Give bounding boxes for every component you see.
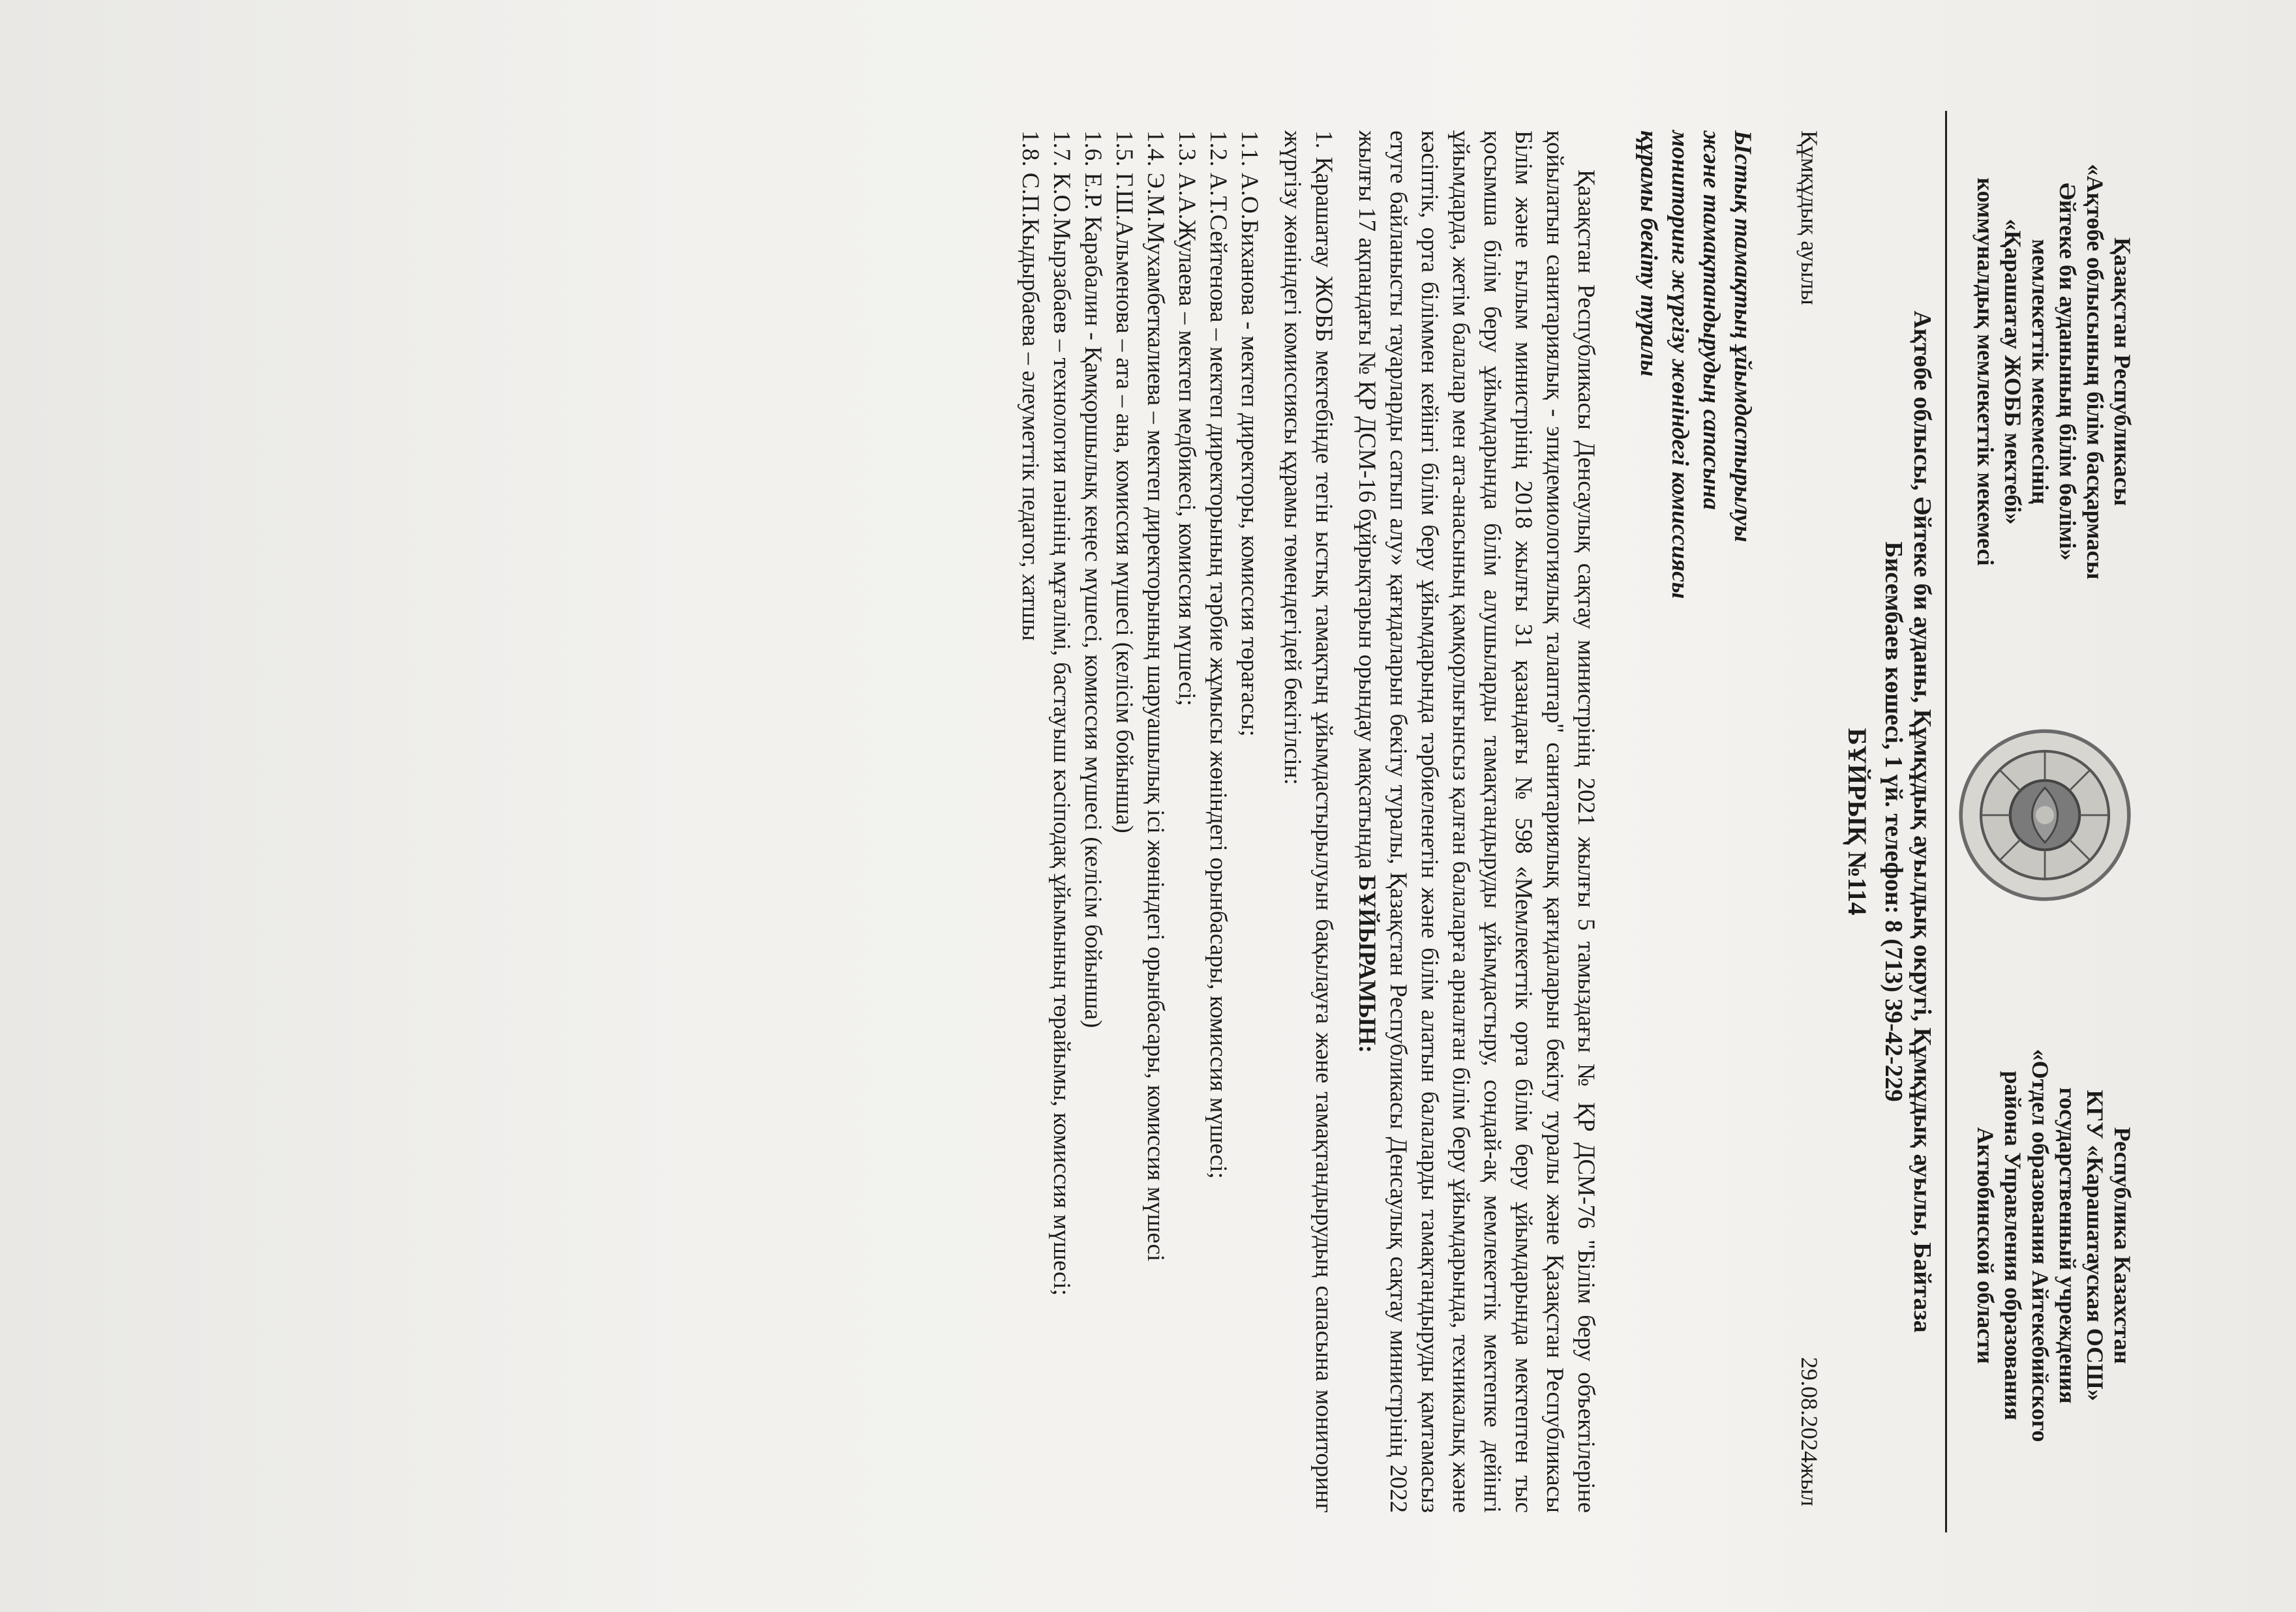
header-right-line: государственный учреждения (2055, 1087, 2081, 1404)
emblem-icon (1954, 724, 2136, 906)
header-left-line: Қазақстан Республикасы (2109, 237, 2136, 506)
preamble-paragraph (1351, 130, 1601, 1513)
address-line: Ақтөбе облысы, Әйтеке би ауданы, Құмқұдық ауылдық округі, Құмқұдық ауылы, Байтаза (1909, 310, 1936, 1333)
subject-line: құрамы бекіту туралы (1635, 130, 1662, 377)
order-title: БҰЙРЫҚ №114 (1843, 728, 1872, 916)
subject-line: және тамақтандырудың сапасына (1698, 130, 1725, 510)
list-item: 1.5. Г.Ш.Альменова – ата – ана, комиссия мүшесі (келісім бойынша) (1111, 130, 1138, 833)
list-item: 1.8. С.П.Кыдырбаева – әлеуметтік педагог, хатшы (1017, 130, 1044, 641)
header-right (1972, 959, 2136, 1532)
header-right-line: Актюбинской области (1972, 1127, 1999, 1364)
header-left-line: мемлекеттік мекемесінің (2027, 239, 2053, 505)
header-right-line: «Отдел образования Айтекебийского (2027, 1049, 2053, 1442)
list-item: 1.4. Э.М.Мухамбеткалиева – мектеп директорының шаруашылық ісі жөніндегі орынбасары, комиссия мүшесі (1142, 130, 1169, 1262)
list-item: 1.7. К.О.Мырзабаев – технология пәнінің мұғалімі, бастауыш кәсіподақ ұйымының төрайымы, комиссия мүшесі; (1048, 130, 1075, 1296)
address-line: Бисембаев көшесі, 1 үй. телефон: 8 (713) 39-42-229 (1880, 541, 1907, 1102)
subject-line: Ыстық тамақтың ұйымдастырылуы (1729, 130, 1756, 543)
order-date: 29.08.2024жыл (1796, 1356, 1822, 1506)
header-right-line: Республика Казахстан (2109, 1127, 2136, 1364)
header-left-line: коммуналдық мемлекеттік мекемесі (1972, 177, 1999, 566)
header-left-line: «Ақтөбе облысының білім басқармасы (2082, 164, 2108, 580)
list-item: 1.3. А.А.Жулаева – мектеп медбикесі, комиссия мүшесі; (1173, 130, 1200, 706)
list-item: 1.6. Е.Р. Карабалин - Қамқоршылық кеңес мүшесі, комиссия мүшесі (келісім бойынша) (1080, 130, 1106, 1028)
header-left (1972, 124, 2136, 619)
header-right-line: КГУ «Карашатауская ОСШ» (2082, 1090, 2108, 1401)
header-left-line: Әйтеке би ауданының білім бөлімі» (2055, 183, 2081, 561)
preamble-directive: БҰЙЫРАМЫН: (1353, 874, 1380, 1053)
header-divider (1945, 111, 1947, 1532)
header-right-line: района Управления образования (2000, 1071, 2026, 1420)
members-list (1014, 130, 1265, 1513)
list-item: 1.2. А.Т.Сейтенова – мектеп директорының тәрбие жұмысы жөніндегі орынбасары, комиссия мүшесі; (1205, 130, 1231, 1179)
preamble-text: Қазақстан Республикасы Денсаулық сақтау министрінің 2021 жылғы 5 тамыздағы № ҚР ДСМ-76 "Білім беру объектілеріне қойылатын санитариялық - эпидемиологиялық талаптар" санитариялық қағидаларын бекіту туралы және Қазақстан Республикасы Білім және ғылым министрінің 2018 жылғы 31 қазандағы № 598 «Мемлекеттік орта білім беру ұйымдарында мектептен тыс қосымша білім беру ұйымдарында білім алушыларды тамақтандыруды ұйымдастыру, сондай-ақ мемлекеттік мектепке дейінгі ұйымдарда, жетім балалар мен ата-анасының қамқорлығынсыз қалған балаларға арналған білім беру ұйымдарында, техникалық және кәсіптік, орта біліммен кейінгі білім беру ұйымдарында тәрбиеленетін және білім алатын балаларды тамақтандыруды қамтамасыз етуге байланысты тауарларды сатып алу» қағидаларын бекіту туралы, Қазақстан Республикасы Денсаулық сақтау министрінің 2022 жылғы 17 ақпандағы № ҚР ДСМ-16 бұйрықтарын орындау мақсатында (1353, 130, 1599, 1513)
header-left-line: «Қарашатау ЖОББ мектебі» (2000, 218, 2026, 525)
order-subject (1633, 130, 1758, 717)
subject-line: мониторинг жүргізу жөніндегі комиссиясы (1667, 130, 1693, 599)
order-body (1014, 130, 1601, 1513)
item-1: 1. Қарашатау ЖОББ мектебінде тегін ыстық тамақтың ұйымдастырылуын бақылауға және тамақтандырудың сапасына мониторинг жүргізу жөніндегі комиссиясы құрамы төмендегідей бекітілсін: (1279, 130, 1337, 1513)
list-item: 1.1. А.О.Биханова - мектеп директоры, комиссия төрағасы; (1236, 130, 1263, 737)
order-place: Құмқұдық ауылы (1796, 130, 1822, 305)
document-page (75, 111, 2136, 1532)
rotated-document (39, 52, 2192, 1539)
address (1879, 111, 1937, 1532)
